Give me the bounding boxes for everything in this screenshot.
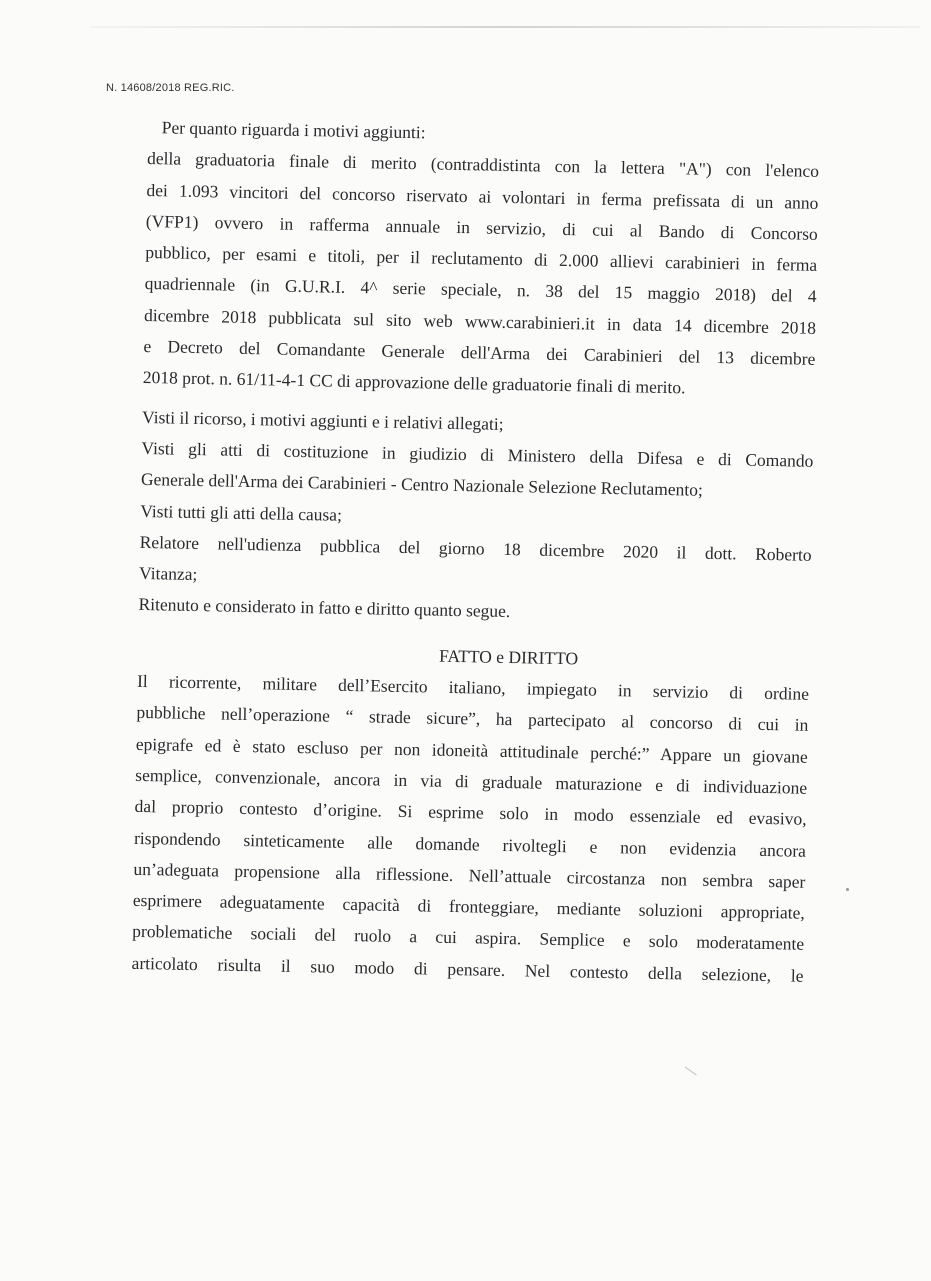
text-line: rispondendo sinteticamente alle domande rivoltegli e non evidenzia ancora: [133, 827, 807, 861]
text-line: quadriennale (in G.U.R.I. 4^ serie speciale, n. 38 del 15 maggio 2018) del 4: [144, 273, 817, 307]
text-line: Vitanza;: [138, 563, 198, 585]
text-line: Visti gli atti di costituzione in giudizio di Ministero della Difesa e di Comando: [141, 437, 814, 471]
text-line: e Decreto del Comandante Generale dell'Arma dei Carabinieri del 13 dicembre: [143, 336, 816, 369]
text-line: dal proprio contesto d’origine. Si esprime solo in modo essenziale ed evasivo,: [134, 796, 807, 830]
scan-speck: [846, 888, 849, 891]
text-line: Ritenuto e considerato in fatto e diritto quanto segue.: [138, 594, 511, 622]
text-line: dicembre 2018 pubblicata sul sito web www.carabinieri.it in data 14 dicembre 2018: [143, 304, 817, 338]
text-line: esprimere adeguatamente capacità di fronteggiare, mediante soluzioni appropriate,: [132, 889, 805, 923]
text-line: della graduatoria finale di merito (contraddistinta con la lettera "A") con l'elenco: [146, 148, 820, 182]
document-body: [131, 112, 820, 992]
text-line: articolato risulta il suo modo di pensare. Nel contesto della selezione, le: [131, 952, 804, 986]
text-line: pubblico, per esami e titoli, per il reclutamento di 2.000 allievi carabinieri in ferma: [145, 242, 818, 276]
scan-smudge: [681, 1067, 696, 1081]
text-line: (VFP1) ovvero in rafferma annuale in servizio, di cui al Bando di Concorso: [145, 210, 818, 244]
text-line: 2018 prot. n. 61/11-4-1 CC di approvazione delle graduatorie finali di merito.: [142, 367, 686, 398]
registry-number: N. 14608/2018 REG.RIC.: [106, 82, 235, 94]
fatto-paragraph: [131, 666, 809, 992]
visti-paragraph: [138, 402, 814, 634]
text-line: semplice, convenzionale, ancora in via di graduale maturazione e di individuazione: [135, 764, 808, 798]
text-line: Visti il ricorso, i motivi aggiunti e i relativi allegati;: [141, 406, 504, 434]
text-line: un’adeguata propensione alla riflessione. Nell’attuale circostanza non sembra saper: [133, 858, 806, 892]
section-title: FATTO e DIRITTO: [438, 645, 579, 669]
text-line: pubbliche nell’operazione “ strade sicure”, ha partecipato al concorso di cui in: [136, 702, 809, 736]
text-line: Per quanto riguarda i motivi aggiunti:: [161, 117, 426, 143]
text-line: Visti tutti gli atti della causa;: [140, 500, 343, 525]
text-line: problematiche sociali del ruolo a cui aspira. Semplice e solo moderatamente: [132, 921, 805, 955]
motivi-aggiunti-paragraph: [143, 112, 820, 407]
text-line: Generale dell'Arma dei Carabinieri - Centro Nazionale Selezione Reclutamento;: [140, 469, 703, 500]
text-line: epigrafe ed è stato escluso per non idoneità attitudinale perché:” Appare un giovane: [135, 733, 808, 767]
text-line: Relatore nell'udienza pubblica del giorno 18 dicembre 2020 il dott. Roberto: [139, 531, 812, 565]
text-line: dei 1.093 vincitori del concorso riservato ai volontari in ferma prefissata di un anno: [146, 179, 819, 213]
scan-edge-line: [90, 26, 920, 28]
text-line: Il ricorrente, militare dell’Esercito italiano, impiegato in servizio di ordine: [136, 670, 810, 704]
